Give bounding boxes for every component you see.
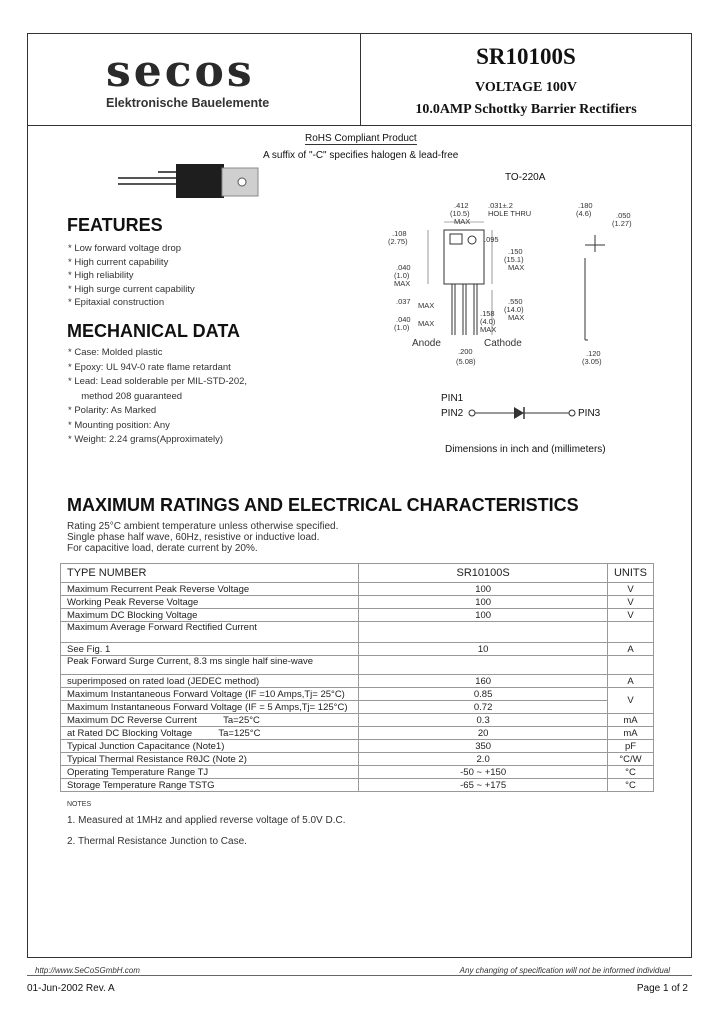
dim-label: (5.08) (456, 357, 476, 366)
value-cell: -50 ~ +150 (359, 766, 608, 779)
mechanical-title: MECHANICAL DATA (67, 321, 240, 341)
list-item: * Epitaxial construction (68, 297, 165, 308)
dimensions-note: Dimensions in inch and (millimeters) (445, 444, 606, 455)
param-cell: Maximum Recurrent Peak Reverse Voltage (61, 583, 359, 596)
list-item: * Case: Molded plastic (68, 347, 163, 358)
dim-label: (4.6) (576, 209, 592, 218)
dim-label: .412 (454, 201, 469, 210)
unit-cell: V (607, 609, 653, 622)
unit-cell (607, 656, 653, 675)
dim-label: HOLE THRU (488, 209, 532, 218)
rating-conditions (67, 521, 338, 554)
table-row (61, 688, 654, 701)
dim-label: (3.05) (582, 357, 602, 366)
header-divider (27, 125, 692, 126)
logo-subtitle: Elektronische Bauelemente (106, 96, 270, 110)
note-2: 2. Thermal Resistance Junction to Case. (67, 836, 247, 847)
unit-cell: °C (607, 766, 653, 779)
unit-cell: V (607, 596, 653, 609)
dim-label: .120 (586, 349, 601, 358)
unit-cell: A (607, 675, 653, 688)
dim-label: MAX (418, 301, 435, 310)
param-cell: Maximum Instantaneous Forward Voltage (IF =10 Amps,Tj= 25°C) (61, 688, 359, 701)
features-list (68, 242, 195, 310)
table-row (61, 727, 654, 740)
dim-label: MAX (508, 263, 525, 272)
param-cell: Peak Forward Surge Current, 8.3 ms single half sine-wave (61, 656, 359, 675)
dim-label: (2.75) (388, 237, 408, 246)
ratings-table (60, 563, 654, 792)
value-cell: 0.72 (359, 701, 608, 714)
list-item: method 208 guaranteed (68, 390, 183, 402)
dim-label: MAX (454, 217, 471, 226)
secos-logo: secos (106, 46, 255, 97)
list-item: * Mounting position: Any (68, 419, 170, 431)
dim-label: .031±.2 (488, 201, 513, 210)
dim-label: (1.27) (612, 219, 632, 228)
dim-label: MAX (508, 313, 525, 322)
param-cell: at Rated DC Blocking Voltage Ta=125°C (61, 727, 359, 740)
dim-label: (4.0) (480, 317, 496, 326)
list-item: * Epoxy: UL 94V-0 rate flame retardant (68, 361, 231, 373)
param-cell: Working Peak Reverse Voltage (61, 596, 359, 609)
value-cell: 160 (359, 675, 608, 688)
dim-label: MAX (394, 279, 411, 288)
dim-label: MAX (480, 325, 497, 334)
header-value: SR10100S (359, 564, 608, 583)
ratings-title: MAXIMUM RATINGS AND ELECTRICAL CHARACTERISTICS (67, 495, 579, 515)
param-cell: Maximum DC Blocking Voltage (61, 609, 359, 622)
dim-label: (10.5) (450, 209, 470, 218)
list-item: * High surge current capability (68, 283, 195, 295)
table-row (61, 656, 654, 675)
dim-label: .095 (484, 235, 499, 244)
table-row (61, 714, 654, 727)
header-unit: UNITS (607, 564, 653, 583)
param-cell: Operating Temperature Range TJ (61, 766, 359, 779)
table-row (61, 596, 654, 609)
dim-label: .040 (396, 263, 411, 272)
anode-label: Anode (412, 338, 441, 349)
unit-cell: °C (607, 779, 653, 792)
unit-cell: pF (607, 740, 653, 753)
footer-divider (27, 975, 692, 976)
value-cell: 0.3 (359, 714, 608, 727)
pin2-label: PIN2 (441, 408, 464, 419)
dim-label: (14.0) (504, 305, 524, 314)
list-item: * Polarity: As Marked (68, 405, 157, 416)
list-item: * High reliability (68, 270, 134, 281)
value-cell: 2.0 (359, 753, 608, 766)
table-row (61, 609, 654, 622)
table-row (61, 622, 654, 643)
dim-label: .040 (396, 315, 411, 324)
value-cell: 100 (359, 596, 608, 609)
param-cell: Storage Temperature Range TSTG (61, 779, 359, 792)
list-item: * Weight: 2.24 grams(Approximately) (68, 434, 224, 445)
value-cell: 0.85 (359, 688, 608, 701)
table-row (61, 583, 654, 596)
value-cell: 100 (359, 609, 608, 622)
dim-label: (15.1) (504, 255, 524, 264)
pin3-label: PIN3 (578, 408, 601, 419)
cathode-label: Cathode (484, 338, 522, 349)
value-cell: -65 ~ +175 (359, 779, 608, 792)
value-cell: 350 (359, 740, 608, 753)
table-row (61, 779, 654, 792)
value-cell: 100 (359, 583, 608, 596)
component-photo (118, 158, 268, 206)
param-cell: Typical Junction Capacitance (Note1) (61, 740, 359, 753)
unit-cell: °C/W (607, 753, 653, 766)
dim-label: .550 (508, 297, 523, 306)
unit-cell: V (607, 688, 653, 714)
condition-line: Rating 25°C ambient temperature unless otherwise specified. (67, 521, 339, 532)
device-description: 10.0AMP Schottky Barrier Rectifiers (415, 102, 637, 117)
list-item: * Low forward voltage drop (68, 243, 182, 254)
note-1: 1. Measured at 1MHz and applied reverse voltage of 5.0V D.C. (67, 815, 346, 826)
pin1-label: PIN1 (441, 393, 464, 404)
halogen-note: A suffix of "-C" specifies halogen & lead-free (263, 150, 459, 161)
value-cell: 20 (359, 727, 608, 740)
voltage-rating: VOLTAGE 100V (474, 80, 578, 95)
value-cell: 10 (359, 643, 608, 656)
package-outline-drawing (380, 190, 640, 370)
value-cell (359, 656, 608, 675)
header-param: TYPE NUMBER (61, 564, 359, 583)
param-cell: Typical Thermal Resistance RθJC (Note 2) (61, 753, 359, 766)
table-row (61, 740, 654, 753)
dim-label: .150 (508, 247, 523, 256)
package-name: TO-220A (505, 172, 546, 183)
unit-cell: mA (607, 727, 653, 740)
table-row (61, 701, 654, 714)
page-number: Page 1 of 2 (636, 983, 688, 994)
dim-label: .108 (392, 229, 407, 238)
param-cell: See Fig. 1 (61, 643, 359, 656)
list-item: * High current capability (68, 256, 169, 268)
footer-url-link[interactable]: http://www.SeCoSGmbH.com (35, 966, 140, 975)
table-row (61, 643, 654, 656)
dim-label: .200 (458, 347, 473, 356)
param-cell: Maximum Instantaneous Forward Voltage (IF = 5 Amps,Tj= 125°C) (61, 701, 359, 714)
dim-label: (1.0) (394, 323, 410, 332)
dim-label: MAX (418, 319, 435, 328)
dim-label: .037 (396, 297, 411, 306)
unit-cell: V (607, 583, 653, 596)
rohs-label: RoHS Compliant Product (305, 133, 417, 144)
param-cell: Maximum DC Reverse Current Ta=25°C (61, 714, 359, 727)
dim-label: (1.0) (394, 271, 410, 280)
table-row (61, 753, 654, 766)
value-cell (359, 622, 608, 643)
unit-cell (607, 622, 653, 643)
diode-symbol (466, 404, 578, 422)
dim-label: .158 (480, 309, 495, 318)
table-row (61, 675, 654, 688)
dim-label: .180 (578, 201, 593, 210)
part-number: SR10100S (476, 44, 576, 69)
revision-date: 01-Jun-2002 Rev. A (27, 983, 115, 994)
condition-line: Single phase half wave, 60Hz, resistive or inductive load. (67, 532, 320, 543)
unit-cell: A (607, 643, 653, 656)
unit-cell: mA (607, 714, 653, 727)
table-header-row (61, 564, 654, 583)
param-cell: Maximum Average Forward Rectified Current (61, 622, 359, 643)
footer-disclaimer: Any changing of specification will not be informed individual (459, 966, 670, 975)
param-cell: superimposed on rated load (JEDEC method) (61, 675, 359, 688)
features-title: FEATURES (67, 215, 163, 235)
condition-line: For capacitive load, derate current by 20%. (67, 543, 258, 554)
table-row (61, 766, 654, 779)
dim-label: .050 (616, 211, 631, 220)
list-item: * Lead: Lead solderable per MIL-STD-202, (68, 376, 248, 387)
mechanical-list (68, 346, 247, 448)
notes-label: NOTES (67, 801, 92, 808)
